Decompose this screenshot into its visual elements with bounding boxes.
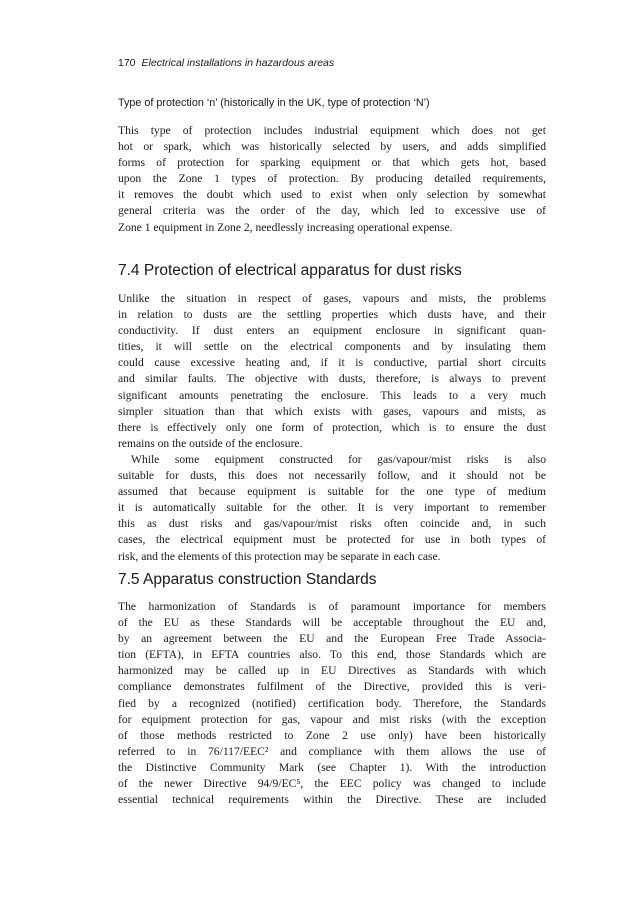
text-line: compliance demonstrates fulfilment of the Directive, provided this is veri- [118, 680, 546, 694]
text-line: harmonized may be called up in EU Directives as Standards with which [118, 664, 546, 678]
paragraph-type-n [118, 123, 546, 236]
text-line: tion (EFTA), in EFTA countries also. To this end, those Standards which are [118, 648, 546, 662]
text-line: this as dust risks and gas/vapour/mist risks often coincide and, in such [118, 517, 546, 531]
text-line: of those methods restricted to Zone 2 use only) have been historically [118, 728, 546, 742]
text-line: general criteria was the order of the day, which led to excessive use of [118, 204, 546, 218]
text-line: The harmonization of Standards is of paramount importance for members [118, 600, 546, 613]
text-line: tities, it will settle on the electrical components and by insulating them [118, 340, 546, 354]
text-line: This type of protection includes industrial equipment which does not get [118, 124, 546, 137]
text-line: While some equipment constructed for gas/vapour/mist risks is also [131, 453, 546, 466]
text-line: assumed that because equipment is suitable for the one type of medium [118, 485, 546, 499]
text-line: suitable for dusts, this does not necessarily follow, and it should not be [118, 469, 546, 483]
text-line: simpler situation than that which exists with gases, vapours and mists, as [118, 404, 546, 418]
paragraph-7-4-1 [118, 291, 546, 452]
text-line: of the newer Directive 94/9/EC⁵, the EEC policy was changed to include [118, 777, 546, 791]
text-line: in relation to dusts are the settling properties which dusts have, and their [118, 308, 546, 322]
text-line: conductivity. If dust enters an equipment enclosure in significant quan- [118, 324, 546, 338]
text-line: significant amounts penetrating the enclosure. This leads to a very much [118, 388, 546, 402]
text-line: it is automatically suitable for the other. It is very important to remember [118, 501, 546, 515]
text-line: cases, the electrical equipment must be protected for use in both types of [118, 533, 546, 547]
text-line: by an agreement between the EU and the European Free Trade Associa- [118, 632, 546, 646]
subsection-heading: Type of protection ‘n’ (historically in the UK, type of protection ‘N’) [118, 97, 430, 109]
text-line: essential technical requirements within the Directive. These are included [118, 793, 546, 807]
page-number: 170 [118, 57, 136, 69]
text-line: of the EU as these Standards will be acceptable throughout the EU and, [118, 616, 546, 630]
text-line: hot or spark, which was historically selected by users, and adds simplified [118, 140, 546, 154]
text-line: referred to in 76/117/EEC² and compliance with them allows the use of [118, 744, 546, 758]
running-head-title: Electrical installations in hazardous areas [141, 57, 335, 69]
text-line: Zone 1 equipment in Zone 2, needlessly increasing operational expense. [118, 220, 453, 234]
paragraph-7-5-1 [118, 599, 546, 808]
section-heading-7-5: 7.5 Apparatus construction Standards [118, 571, 377, 588]
text-line: upon the Zone 1 types of protection. By producing detailed requirements, [118, 172, 546, 186]
running-head [118, 57, 546, 70]
section-heading-7-4: 7.4 Protection of electrical apparatus for dust risks [118, 262, 462, 279]
text-line: remains on the outside of the enclosure. [118, 436, 303, 450]
text-line: fied by a recognized (notified) certification body. Therefore, the Standards [118, 696, 546, 710]
text-line: Unlike the situation in respect of gases, vapours and mists, the problems [118, 292, 546, 305]
paragraph-7-4-2 [118, 452, 546, 565]
text-line: for equipment protection for gas, vapour and mist risks (with the exception [118, 712, 546, 726]
text-line: it removes the doubt which used to exist when only selection by somewhat [118, 188, 546, 202]
text-line: could cause excessive heating and, if it is conductive, partial short circuits [118, 356, 546, 370]
text-line: the Distinctive Community Mark (see Chapter 1). With the introduction [118, 760, 546, 774]
text-line: and similar faults. The objective with dusts, therefore, is always to prevent [118, 372, 546, 386]
text-line: there is effectively only one form of protection, which is to ensure the dust [118, 420, 546, 434]
text-line: forms of protection for sparking equipment or that which gets hot, based [118, 156, 546, 170]
text-line: risk, and the elements of this protection may be separate in each case. [118, 549, 441, 563]
